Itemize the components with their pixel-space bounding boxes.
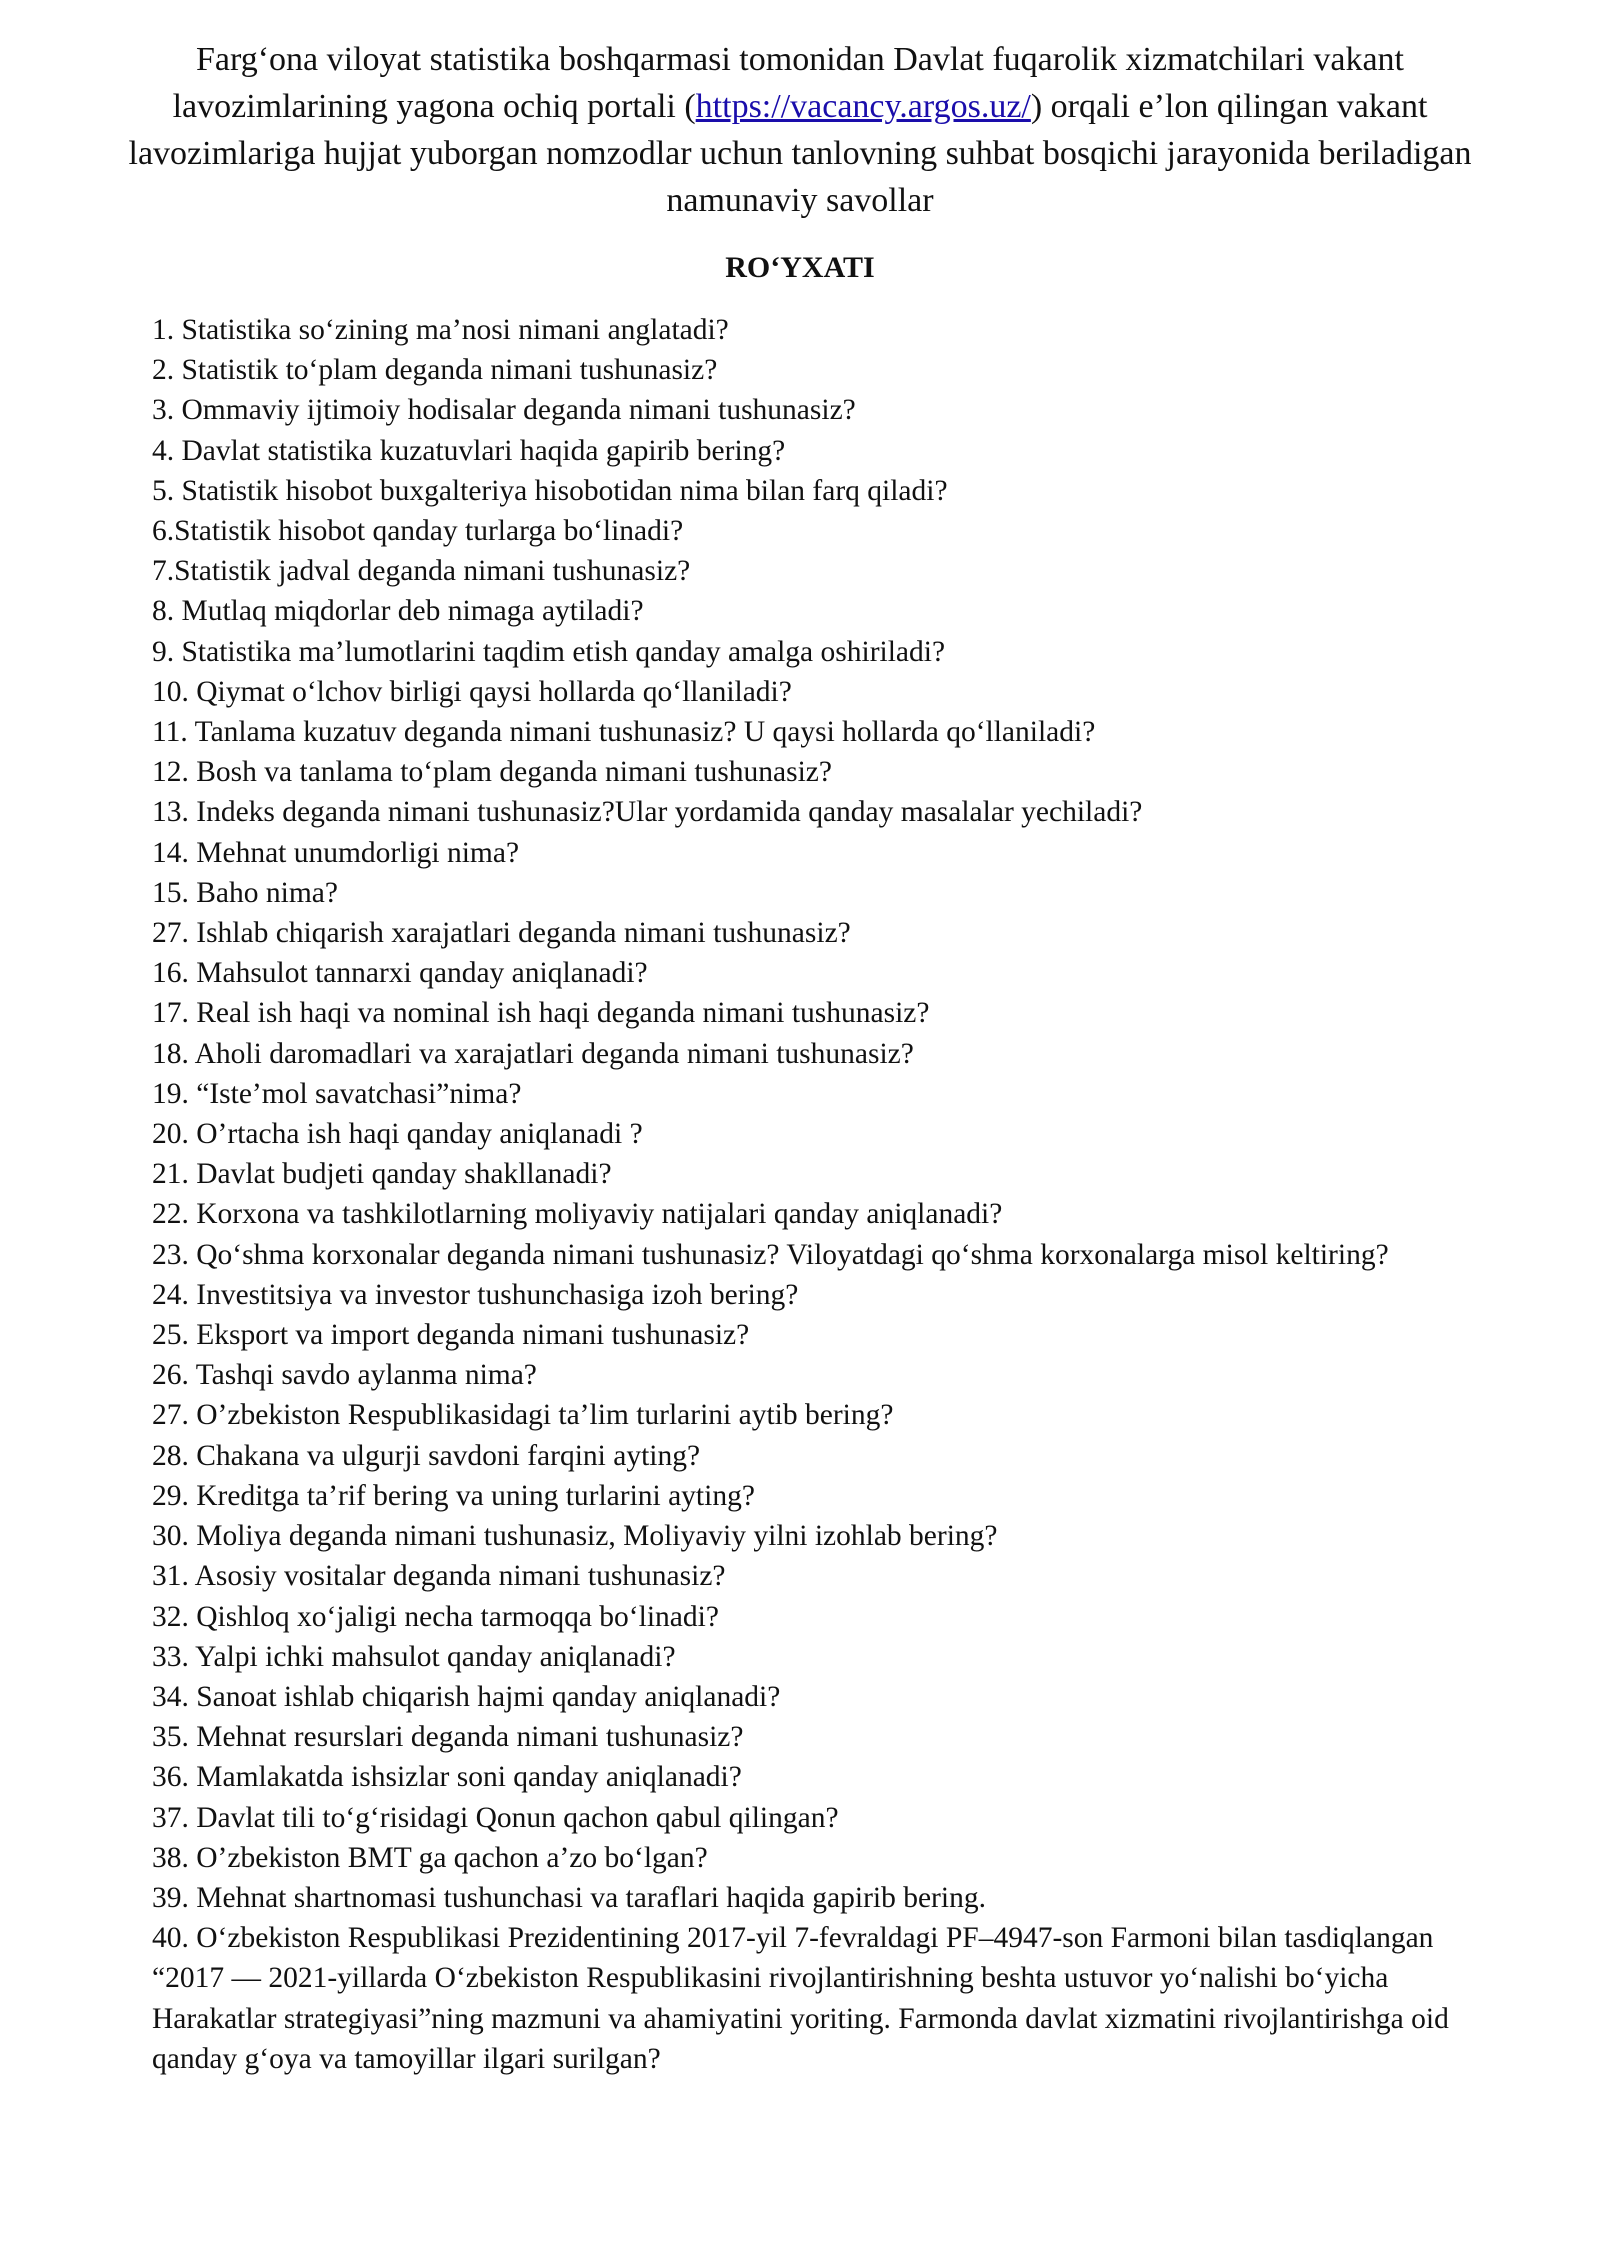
question-item: 15. Baho nima? — [152, 876, 338, 909]
question-item: 14. Mehnat unumdorligi nima? — [152, 836, 520, 869]
question-item: 5. Statistik hisobot buxgalteriya hisobotidan nima bilan farq qiladi? — [152, 474, 948, 507]
question-item: 2. Statistik to‘plam deganda nimani tushunasiz? — [152, 354, 718, 387]
question-item: 39. Mehnat shartnomasi tushunchasi va taraflari haqida gapirib bering. — [152, 1881, 986, 1914]
question-item: 23. Qo‘shma korxonalar deganda nimani tushunasiz? Viloyatdagi qo‘shma korxonalarga misol keltiring? — [152, 1238, 1389, 1271]
question-item: 22. Korxona va tashkilotlarning moliyaviy natijalari qanday aniqlanadi? — [152, 1198, 1003, 1231]
question-item: 21. Davlat budjeti qanday shakllanadi? — [152, 1158, 612, 1191]
question-item: 32. Qishloq xo‘jaligi necha tarmoqqa bo‘linadi? — [152, 1600, 719, 1633]
question-item: 24. Investitsiya va investor tushunchasiga izoh bering? — [152, 1278, 799, 1311]
question-item: 16. Mahsulot tannarxi qanday aniqlanadi? — [152, 957, 648, 990]
question-item: 25. Eksport va import deganda nimani tushunasiz? — [152, 1319, 750, 1352]
question-item: 12. Bosh va tanlama to‘plam deganda nimani tushunasiz? — [152, 756, 832, 789]
question-item: 11. Tanlama kuzatuv deganda nimani tushunasiz? U qaysi hollarda qo‘llaniladi? — [152, 716, 1096, 749]
question-item: 4. Davlat statistika kuzatuvlari haqida gapirib bering? — [152, 434, 786, 467]
question-item: 9. Statistika ma’lumotlarini taqdim etish qanday amalga oshiriladi? — [152, 635, 946, 668]
question-item: 6.Statistik hisobot qanday turlarga bo‘linadi? — [152, 515, 684, 548]
question-item: 40. O‘zbekiston Respublikasi Prezidentining 2017-yil 7-fevraldagi PF–4947-son Farmoni bilan tasdiqlangan “2017 — 2021-yillarda O‘zbekiston Respublikasini rivojlantirishning beshta ustuvor yo‘nalishi bo‘yicha Harakatlar strategiyasi”ning mazmuni va ahamiyatini yoriting. Farmonda davlat xizmatini rivojlantirishga oid qanday g‘oya va tamoyillar ilgari surilgan? — [152, 1922, 1449, 2075]
question-item: 31. Asosiy vositalar deganda nimani tushunasiz? — [152, 1560, 726, 1593]
question-item: 27. O’zbekiston Respublikasidagi ta’lim turlarini aytib bering? — [152, 1399, 894, 1432]
question-item: 8. Mutlaq miqdorlar deb nimaga aytiladi? — [152, 595, 644, 628]
question-item: 35. Mehnat resurslari deganda nimani tushunasiz? — [152, 1721, 744, 1754]
question-item: 33. Yalpi ichki mahsulot qanday aniqlanadi? — [152, 1640, 676, 1673]
document-heading — [90, 36, 1510, 224]
question-item: 26. Tashqi savdo aylanma nima? — [152, 1359, 537, 1392]
question-item: 34. Sanoat ishlab chiqarish hajmi qanday aniqlanadi? — [152, 1680, 781, 1713]
list-title: RO‘YXATI — [725, 251, 875, 284]
question-item: 30. Moliya deganda nimani tushunasiz, Moliyaviy yilni izohlab bering? — [152, 1520, 998, 1553]
question-item: 17. Real ish haqi va nominal ish haqi deganda nimani tushunasiz? — [152, 997, 930, 1030]
question-item: 13. Indeks deganda nimani tushunasiz?Ular yordamida qanday masalalar yechiladi? — [152, 796, 1143, 829]
question-item: 36. Mamlakatda ishsizlar soni qanday aniqlanadi? — [152, 1761, 742, 1794]
question-item: 1. Statistika so‘zining ma’nosi nimani anglatadi? — [152, 314, 729, 346]
question-item: 29. Kreditga ta’rif bering va uning turlarini ayting? — [152, 1479, 755, 1512]
question-item: 19. “Iste’mol savatchasi”nima? — [152, 1077, 522, 1110]
question-item: 37. Davlat tili to‘g‘risidagi Qonun qachon qabul qilingan? — [152, 1801, 839, 1834]
heading-text-after-link: ) orqali e’lon qilingan vakant lavozimlariga hujjat yuborgan nomzodlar uchun tanlovning suhbat bosqichi jarayonida beriladigan namunaviy savollar — [128, 88, 1472, 219]
question-item: 10. Qiymat o‘lchov birligi qaysi hollarda qo‘llaniladi? — [152, 675, 792, 708]
question-item: 38. O’zbekiston BMT ga qachon a’zo bo‘lgan? — [152, 1841, 708, 1874]
question-item: 27. Ishlab chiqarish xarajatlari deganda nimani tushunasiz? — [152, 917, 851, 950]
question-list — [152, 310, 1482, 2079]
question-item: 18. Aholi daromadlari va xarajatlari deganda nimani tushunasiz? — [152, 1037, 914, 1070]
question-item: 3. Ommaviy ijtimoiy hodisalar deganda nimani tushunasiz? — [152, 394, 856, 427]
question-item: 7.Statistik jadval deganda nimani tushunasiz? — [152, 555, 691, 588]
heading-text-before-link: Farg‘ona viloyat statistika boshqarmasi tomonidan Davlat fuqarolik xizmatchilari vakant lavozimlarining yagona ochiq portali ( — [172, 41, 1404, 125]
vacancy-portal-link[interactable]: https://vacancy.argos.uz/ — [695, 88, 1031, 125]
question-item: 20. O’rtacha ish haqi qanday aniqlanadi ? — [152, 1118, 643, 1151]
question-item: 28. Chakana va ulgurji savdoni farqini ayting? — [152, 1439, 701, 1472]
